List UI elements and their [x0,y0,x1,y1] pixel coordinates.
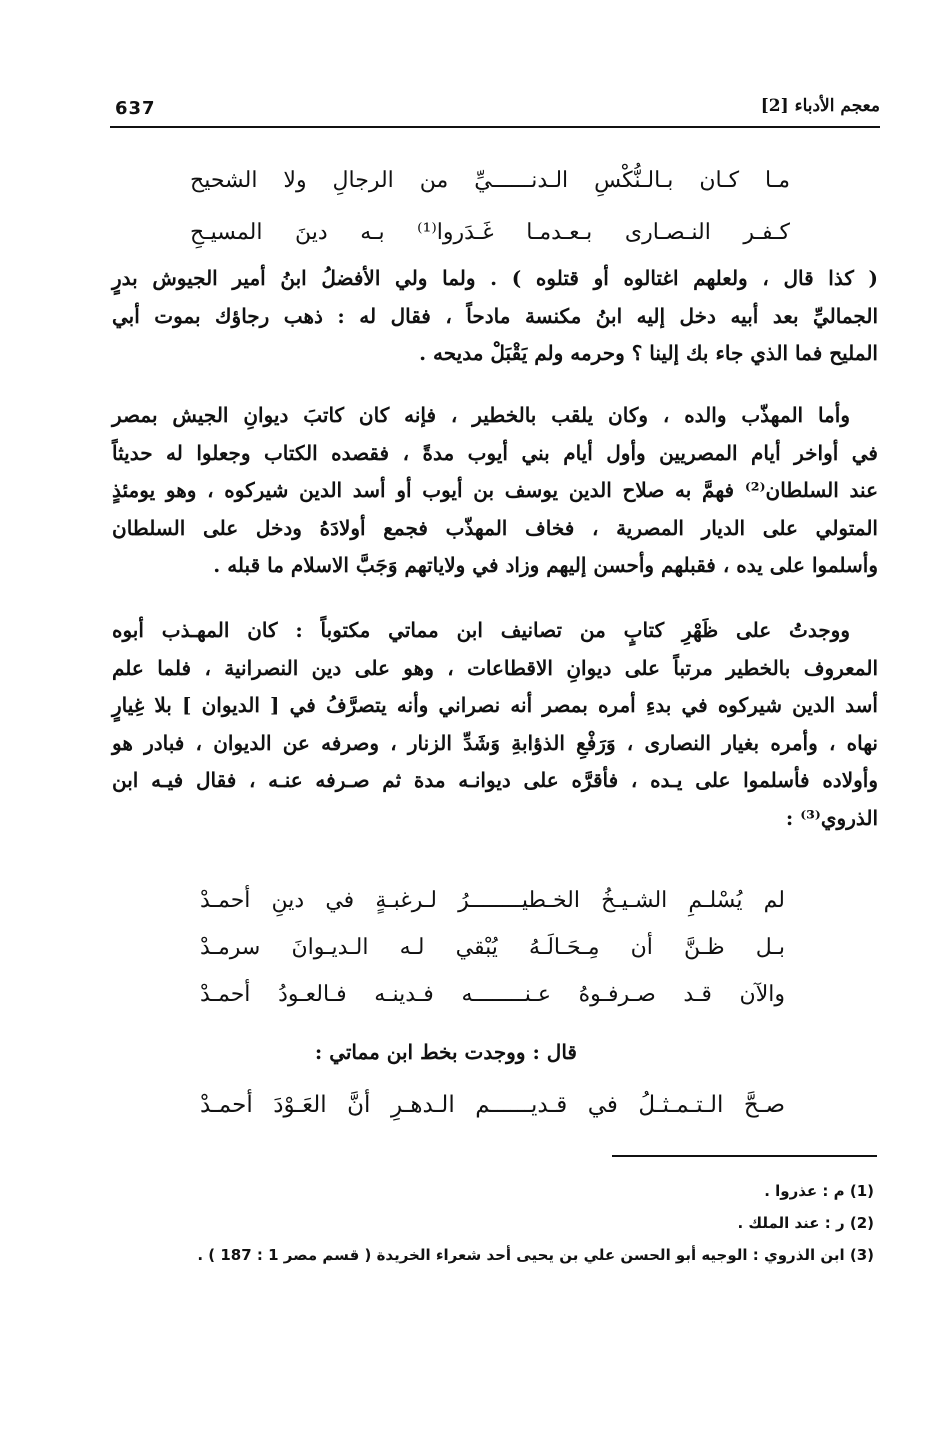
verse-line: بـل ظـنَّ أن مِـحَـالَـهُ يُبْقي لـه الـديـوانَ سرمـدْ [200,935,785,960]
page-header [110,90,880,126]
text-line: الذروي⁽³⁾ : [785,805,878,830]
header-divider [110,126,880,128]
footnote: (3) ابن الذروي : الوجيه أبو الحسن علي بن يحيى أحد شعراء الخريدة ( قسم مصر 1 : 187 ) . [197,1246,874,1264]
text-line: المليح فما الذي جاء بك إلينا ؟ وحرمه ولم يَقْبَلْ مديحه . [419,341,878,365]
text-line: نهاه ، وأمره بغيار النصارى ، وَرَفْعِ الذؤابةِ وَشَدِّ الزنار ، وصرفه عن الديوان ، فبادر هو [112,730,878,755]
footnote-divider [612,1155,877,1157]
text-line: وأولاده فأسلموا على يـده ، فأقرَّه على ديوانـه مدة ثم صـرفه عنـه ، فقال فيـه ابن [112,768,878,792]
text-line: وأما المهذّب والده ، وكان يلقب بالخطير ، فإنه كان كاتبَ ديوانِ الجيش بمصر [112,403,850,427]
text-line: ووجدتُ على ظَهْرِ كتابٍ من تصانيف ابن مماتي مكتوباً : كان المهـذب أبوه [112,618,850,642]
paragraph [112,260,878,373]
verse-line: والآن قـد صـرفـوهُ عـنــــــــه فـدينـه فـالعـودُ أحمـدْ [200,982,785,1007]
verse-line: صـحَّ الـتـمـثـلُ في قـديــــــم الـدهـرِ أنَّ العَـوْدَ أحمـدْ [200,1092,785,1118]
text-line: وأسلموا على يده ، فقبلهم وأحسن إليهم وزاد في ولاياتهم وَجَبَّ الاسلام ما قبله . [213,553,878,577]
running-title: معجم الأدباء [2] [760,96,880,116]
verse-line: لم يُسْلـمِ الشـيـخُ الخـطيــــــــرُ لـرغبـةٍ في دينِ أحمـدْ [200,888,785,913]
text-line: أسد الدين شيركوه في بدءِ أمره بمصر أنه نصراني وأنه يتصرَّفُ في [ الديوان ] بلا غِيارٍ [112,693,878,717]
text-line: عند السلطان⁽²⁾ فهمَّ به صلاح الدين يوسف بن أيوب أو أسد الدين شيركوه ، وهو يومئذٍ [112,478,879,502]
text-line: ( كذا قال ، ولعلهم اغتالوه أو قتلوه ) . ولما ولي الأفضلُ ابنُ أمير الجيوش بدرٍ [112,266,878,290]
text-line: الجماليِّ بعد أبيه دخل إليه ابنُ مكنسة مادحاً ، فقال له : ذهب رجاؤك بموت أبي [112,303,878,328]
text-line: في أواخر أيام المصريين وأول أيام بني أيوب مدةً ، فقصده الكتاب وجعلوا له حديثاً [112,440,878,465]
footnote: (2) ر : عند الملك . [737,1214,874,1232]
text-line: المعروف بالخطير مرتباً على ديوانِ الاقطاعات ، وهو على دين النصرانية ، فلما علم [112,655,878,680]
footnote: (1) م : عذروا . [764,1182,874,1200]
quote-intro: قال : ووجدت بخط ابن مماتي : [314,1040,577,1064]
text-line: المتولي على الديار المصرية ، فخاف المهذّب فجمع أولادَهُ ودخل على السلطان [112,515,878,540]
footnotes [112,1175,874,1271]
paragraph [112,612,878,837]
verse-line: كـفـر النـصـارى بـعـدمـا غَـدَروا⁽¹⁾ بـه دينَ المسيـحِ [190,220,791,245]
verse-line: مـا كـان بـالـنُّكْسِ الـدنــــــيِّ من الرجالِ ولا الشحيح [190,168,790,193]
page-number: 637 [115,98,156,119]
paragraph [112,397,878,585]
